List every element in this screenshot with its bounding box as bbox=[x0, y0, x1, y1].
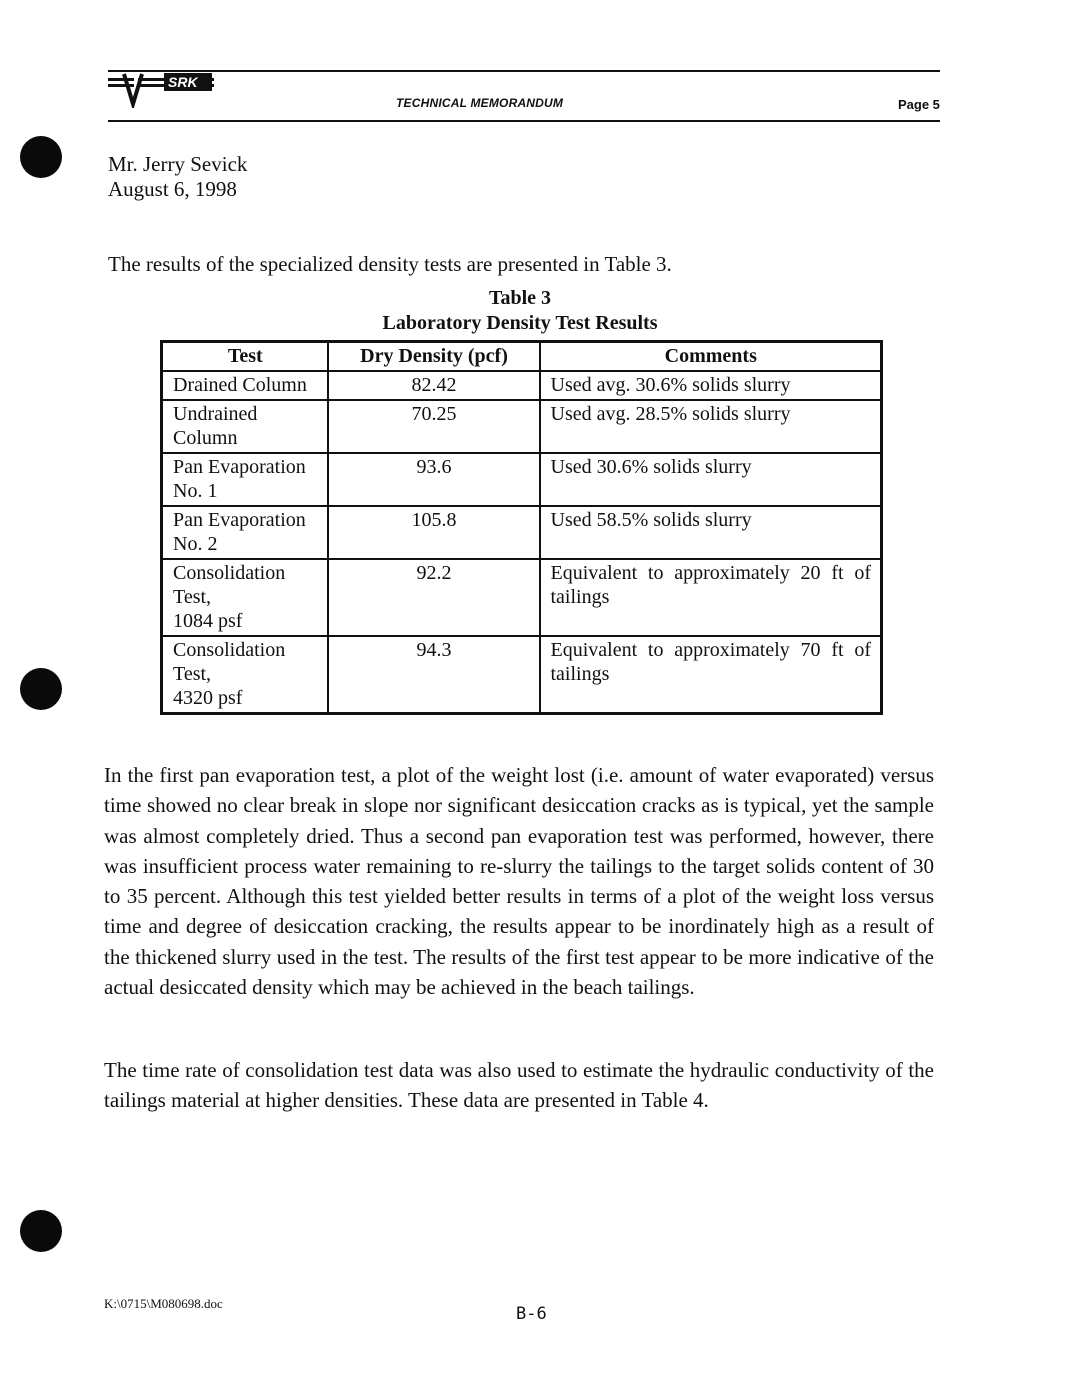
punch-hole bbox=[20, 668, 62, 710]
comments-cell: Equivalent to approximately 70 ft of tailings bbox=[540, 636, 882, 714]
table-header-row bbox=[162, 342, 882, 372]
density-cell: 105.8 bbox=[328, 506, 540, 559]
table-row bbox=[162, 371, 882, 400]
table-row bbox=[162, 559, 882, 636]
header-dry-density: Dry Density (pcf) bbox=[328, 342, 540, 372]
paragraph-consolidation: The time rate of consolidation test data was also used to estimate the hydraulic conductivity of the tailings material at higher densities. These data are presented in Table 4. bbox=[104, 1058, 934, 1113]
table-number: Table 3 bbox=[488, 287, 552, 309]
table-row bbox=[162, 506, 882, 559]
test-cell: Consolidation Test, 4320 psf bbox=[162, 636, 328, 714]
header-comments: Comments bbox=[540, 342, 882, 372]
table-row bbox=[162, 400, 882, 453]
footer-file-path: K:\0715\M080698.doc bbox=[104, 1296, 223, 1311]
test-cell: Pan Evaporation No. 2 bbox=[162, 506, 328, 559]
header-test: Test bbox=[162, 342, 328, 372]
header-top-rule bbox=[108, 70, 940, 72]
density-cell: 94.3 bbox=[328, 636, 540, 714]
test-cell: Drained Column bbox=[162, 371, 328, 400]
density-table bbox=[160, 340, 883, 715]
paragraph-pan-evaporation: In the first pan evaporation test, a plot of the weight lost (i.e. amount of water evaporated) versus time showed no clear break in slope nor significant desiccation cracks as is typical, yet the sample was almost completely dried. Thus a second pan evaporation test was performed, however, there was insufficient process water remaining to re-slurry the tailings to the target solids content of 30 to 35 percent. Although this test yielded better results in terms of a plot of the weight loss versus time and degree of desiccation cracking, the results appear to be inordinately high as a result of the thickened slurry used in the test. The results of the first test appear to be more indicative of the actual desiccated density which may be achieved in the beach tailings. bbox=[104, 763, 934, 1000]
density-cell: 70.25 bbox=[328, 400, 540, 453]
addressee-name: Mr. Jerry Sevick bbox=[108, 152, 248, 176]
addressee-block bbox=[108, 152, 247, 202]
logo-text: SRK bbox=[168, 74, 198, 90]
table-row bbox=[162, 636, 882, 714]
memo-title: TECHNICAL MEMORANDUM bbox=[396, 96, 564, 110]
comments-cell: Used 58.5% solids slurry bbox=[540, 506, 882, 559]
comments-cell: Used 30.6% solids slurry bbox=[540, 453, 882, 506]
punch-hole bbox=[20, 1210, 62, 1252]
memo-date: August 6, 1998 bbox=[108, 177, 237, 201]
test-cell: Consolidation Test, 1084 psf bbox=[162, 559, 328, 636]
table-row bbox=[162, 453, 882, 506]
punch-hole bbox=[20, 136, 62, 178]
header-bottom-rule bbox=[108, 120, 940, 122]
test-cell: Pan Evaporation No. 1 bbox=[162, 453, 328, 506]
density-cell: 82.42 bbox=[328, 371, 540, 400]
density-cell: 92.2 bbox=[328, 559, 540, 636]
comments-cell: Equivalent to approximately 20 ft of tailings bbox=[540, 559, 882, 636]
table-title: Laboratory Density Test Results bbox=[382, 312, 658, 334]
comments-cell: Used avg. 30.6% solids slurry bbox=[540, 371, 882, 400]
page-number: Page 5 bbox=[898, 97, 940, 112]
density-cell: 93.6 bbox=[328, 453, 540, 506]
intro-text: The results of the specialized density tests are presented in Table 3. bbox=[108, 252, 672, 276]
srk-logo bbox=[106, 70, 216, 108]
comments-cell: Used avg. 28.5% solids slurry bbox=[540, 400, 882, 453]
footer-page-label: B-6 bbox=[516, 1304, 547, 1324]
test-cell: Undrained Column bbox=[162, 400, 328, 453]
